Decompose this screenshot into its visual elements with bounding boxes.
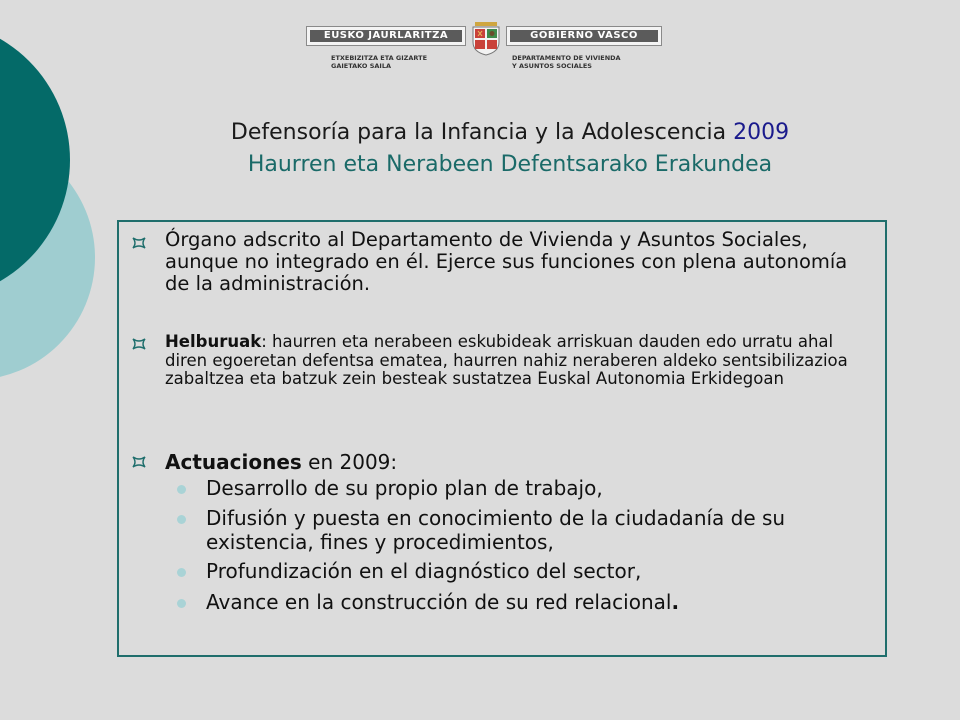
department-spanish: DEPARTAMENTO DE VIVIENDA Y ASUNTOS SOCIALES [512, 54, 621, 70]
sub-bullet-icon [177, 515, 186, 524]
actuacion-item-2: Difusión y puesta en conocimiento de la ciudadanía de su existencia, fines y procedimientos, [206, 506, 786, 554]
helburuak-label: Helburuak [165, 332, 262, 351]
actuacion-item-4-end: . [671, 590, 680, 614]
actuacion-item-4-text: Avance en la construcción de su red relacional [206, 590, 672, 614]
hollow-bullet-icon [131, 235, 147, 251]
hollow-bullet-icon [131, 454, 147, 470]
coat-of-arms-icon [470, 20, 502, 56]
title-year: 2009 [733, 120, 790, 145]
actuacion-item-4 [206, 590, 886, 614]
actuaciones-body: en 2009: [301, 450, 398, 474]
department-basque: ETXEBIZITZA ETA GIZARTE GAIETAKO SAILA [331, 54, 428, 70]
logo-right-text: GOBIERNO VASCO [510, 30, 658, 42]
actuaciones-text [165, 450, 870, 474]
slide-subtitle: Haurren eta Nerabeen Defentsarako Erakundea [247, 152, 773, 177]
government-logo [306, 26, 662, 46]
sub-bullet-icon [177, 599, 186, 608]
content-box [117, 220, 887, 657]
logo-left-box [306, 26, 466, 46]
organo-text: Órgano adscrito al Departamento de Vivienda y Asuntos Sociales, aunque no integrado en él. Ejerce sus funciones con plena autonomía de la administración. [165, 228, 848, 295]
actuaciones-label: Actuaciones [165, 450, 302, 474]
slide-title [100, 118, 920, 148]
logo-left-text: EUSKO JAURLARITZA [310, 30, 462, 42]
helburuak-body: : haurren eta nerabeen eskubideak arriskuan dauden edo urratu ahal diren egoeretan defentsa ematea, haurren nahiz neraberen aldeko sentsibilizazioa zabaltzea eta batzuk zein besteak sustatzea Euskal Autonomia Erkidegoan [165, 332, 848, 388]
actuacion-item-1: Desarrollo de su propio plan de trabajo, [206, 476, 603, 500]
hollow-bullet-icon [131, 336, 147, 352]
logo-right-box [506, 26, 662, 46]
helburuak-text [165, 333, 870, 389]
sub-bullet-icon [177, 485, 186, 494]
sub-bullet-icon [177, 568, 186, 577]
title-text: Defensoría para la Infancia y la Adolescencia [230, 120, 734, 145]
actuacion-item-3: Profundización en el diagnóstico del sector, [206, 559, 642, 583]
